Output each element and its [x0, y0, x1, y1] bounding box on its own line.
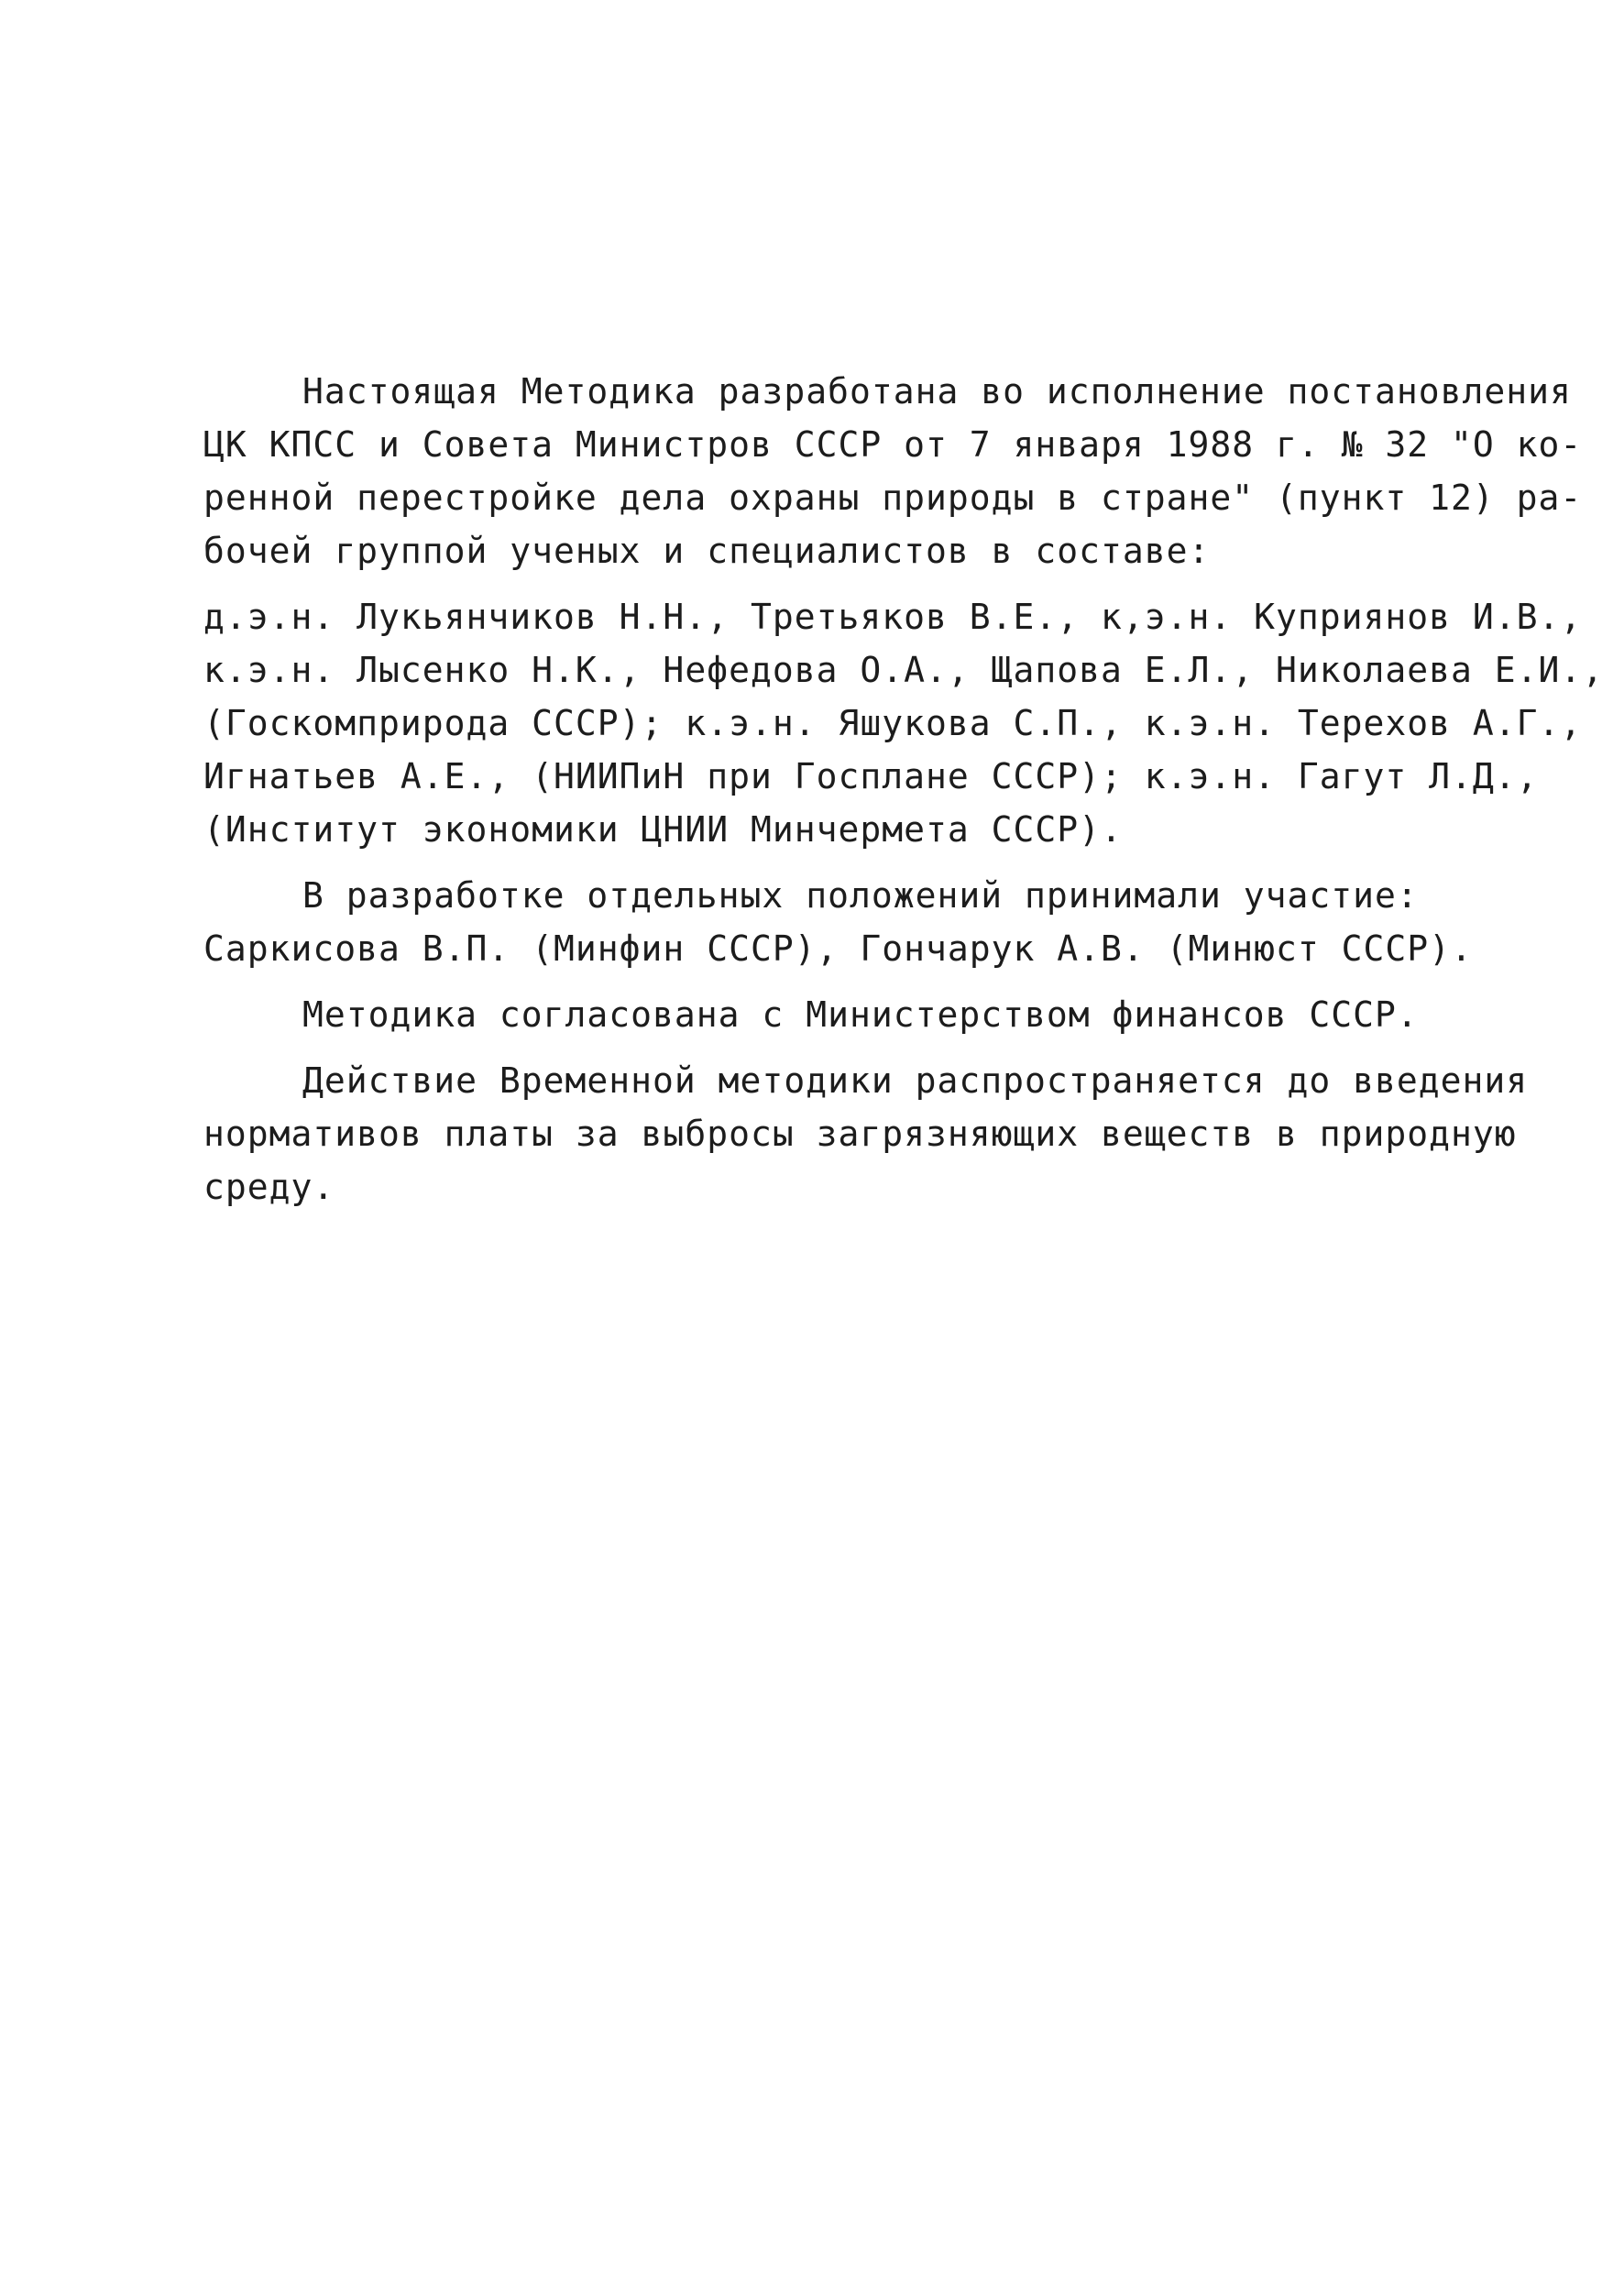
text-line: (Институт экономики ЦНИИ Минчермета СССР). [203, 809, 1123, 850]
text-line: Настоящая Методика разработана во исполнение постановления [302, 371, 1572, 412]
text-line: ЦК КПСС и Совета Министров СССР от 7 января 1988 г. № 32 "О ко- [203, 424, 1583, 465]
paragraph-approval [203, 988, 1523, 1041]
text-line: бочей группой ученых и специалистов в составе: [203, 531, 1211, 571]
text-line: д.э.н. Лукьянчиков Н.Н., Третьяков В.Е., к,э.н. Куприянов И.В., [203, 597, 1583, 637]
text-line: Методика согласована с Министерством финансов СССР. [302, 994, 1419, 1035]
text-line: В разработке отдельных положений принимали участие: [302, 875, 1419, 916]
document-body [203, 365, 1605, 1226]
text-line: к.э.н. Лысенко Н.К., Нефедова О.А., Щапова Е.Л., Николаева Е.И., [203, 650, 1605, 690]
text-line: среду. [203, 1167, 335, 1207]
text-line: ренной перестройке дела охраны природы в стране" (пункт 12) ра- [203, 478, 1583, 518]
text-line: Игнатьев А.Е., (НИИПиН при Госплане СССР); к.э.н. Гагут Л.Д., [203, 756, 1539, 796]
text-line: Действие Временной методики распространяется до введения [302, 1060, 1529, 1101]
text-line: Саркисова В.П. (Минфин СССР), Гончарук А.В. (Минюст СССР). [203, 928, 1473, 969]
paragraph-intro [203, 365, 1583, 577]
text-line: (Госкомприрода СССР); к.э.н. Яшукова С.П., к.э.н. Терехов А.Г., [203, 703, 1583, 743]
paragraph-participants [203, 869, 1523, 975]
text-line: нормативов платы за выбросы загрязняющих веществ в природную [203, 1114, 1517, 1154]
paragraph-authors [203, 590, 1605, 856]
paragraph-validity [203, 1054, 1529, 1213]
